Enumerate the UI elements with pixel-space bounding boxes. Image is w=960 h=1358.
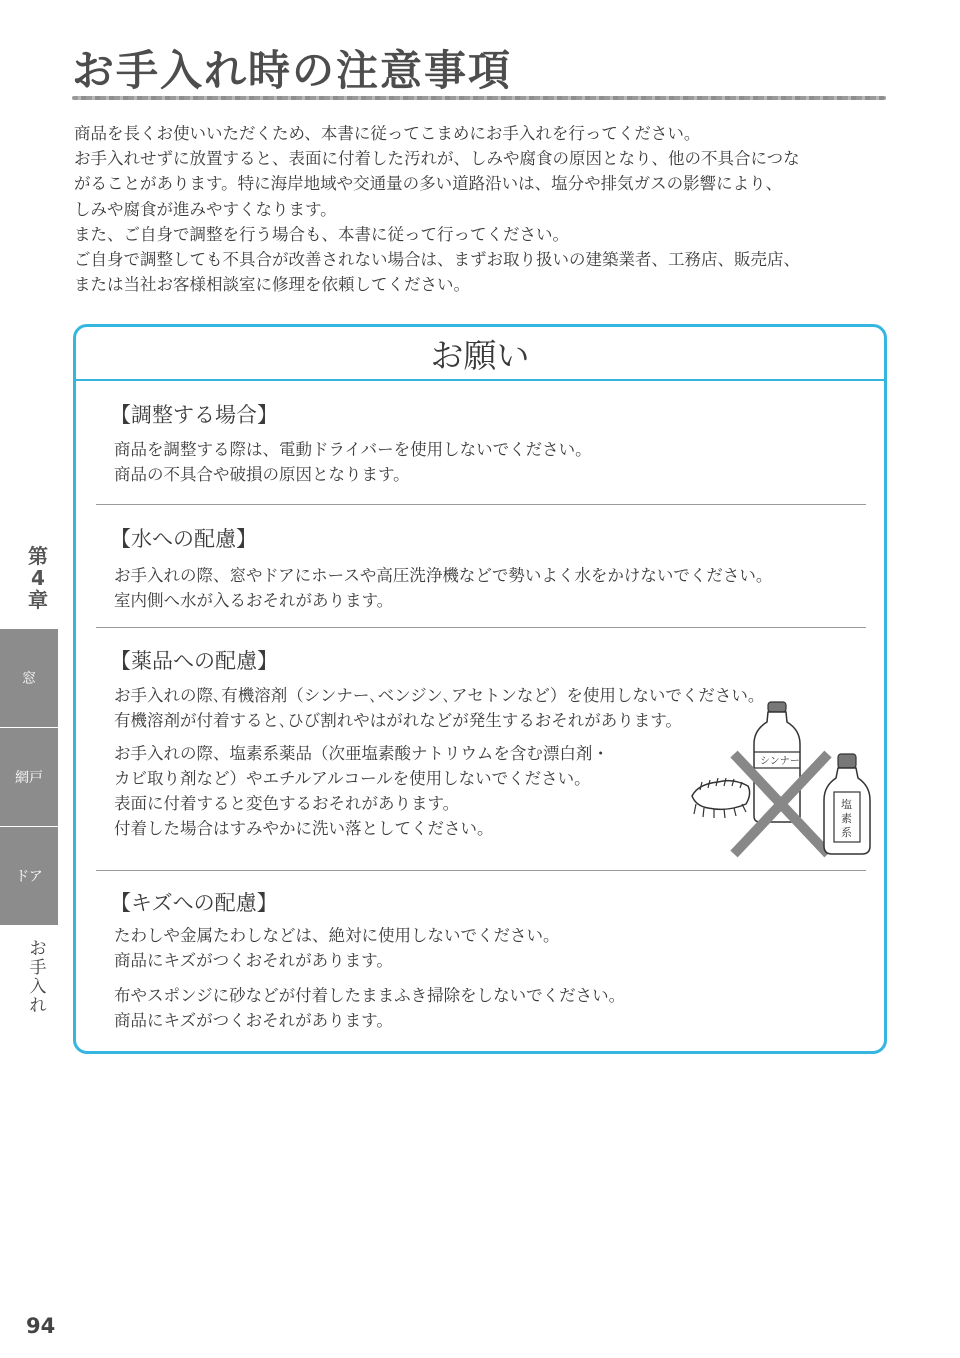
- title-underline: [72, 96, 886, 100]
- section-adjustment: [96, 399, 866, 487]
- section-divider: [96, 870, 866, 871]
- bottle-label-chlorine: 塩: [841, 798, 852, 811]
- intro-line: しみや腐食が進みやすくなります。: [74, 199, 337, 219]
- side-tab-window[interactable]: [0, 629, 58, 727]
- page-number: 94: [26, 1314, 56, 1338]
- intro-line: 商品を長くお使いいただくため、本書に従ってこまめにお手入れを行ってください。: [74, 124, 701, 143]
- chlorine-bottle-icon: [824, 754, 870, 854]
- section-line: 商品を調整する際は、電動ドライバーを使用しないでください。: [114, 440, 592, 459]
- side-active-char: 手: [29, 958, 47, 978]
- section-line: 有機溶剤が付着すると､ひび割れやはがれなどが発生するおそれがあります。: [114, 711, 682, 730]
- side-tab-label: 網戸: [15, 770, 43, 786]
- side-tab-screen[interactable]: [0, 728, 58, 826]
- section-body: [114, 923, 866, 973]
- section-scratches: [96, 887, 866, 1033]
- section-body: [114, 563, 866, 613]
- section-line: お手入れの際、塩素系薬品（次亜塩素酸ナトリウムを含む漂白剤・: [114, 744, 609, 763]
- intro-line: がることがあります。特に海岸地域や交通量の多い道路沿いは、塩分や排気ガスの影響により、: [74, 174, 783, 194]
- section-line: 室内側へ水が入るおそれがあります。: [114, 591, 394, 610]
- prohibited-chemicals-illustration: [688, 696, 874, 860]
- section-line: お手入れの際､有機溶剤（シンナー､ベンジン､アセトンなど）を使用しないでください。: [114, 686, 765, 705]
- side-tab-door[interactable]: [0, 827, 58, 925]
- section-line: たわしや金属たわしなどは、絶対に使用しないでください。: [114, 926, 560, 945]
- section-title: 【キズへの配慮】: [110, 891, 278, 915]
- bottle-label-chlorine: 素: [841, 812, 852, 825]
- chapter-indicator: [22, 545, 54, 611]
- chapter-char: 4: [31, 566, 45, 590]
- notice-header: [76, 327, 884, 381]
- section-title: 【調整する場合】: [110, 403, 278, 427]
- section-water: [96, 523, 866, 613]
- side-tab-label: 窓: [22, 671, 36, 687]
- section-divider: [96, 627, 866, 628]
- intro-line: お手入れせずに放置すると、表面に付着した汚れが、しみや腐食の原因となり、他の不具合につな: [74, 149, 800, 169]
- chapter-char: 章: [28, 588, 48, 612]
- section-title: 【水への配慮】: [110, 527, 257, 551]
- intro-line: また、ご自身で調整を行う場合も、本書に従って行ってください。: [74, 224, 569, 244]
- section-line: 商品にキズがつくおそれがあります。: [114, 1011, 393, 1030]
- chapter-char: 第: [28, 544, 48, 568]
- page-title: お手入れ時の注意事項: [72, 46, 513, 95]
- side-active-char: お: [29, 939, 47, 959]
- intro-line: または当社お客様相談室に修理を依頼してください。: [74, 275, 470, 295]
- side-active-char: 入: [29, 977, 47, 997]
- scrub-brush-icon: [692, 778, 750, 818]
- section-divider: [96, 504, 866, 505]
- section-body: [114, 437, 866, 487]
- section-title: 【薬品への配慮】: [110, 649, 278, 673]
- section-line: 商品にキズがつくおそれがあります。: [114, 951, 393, 970]
- intro-text: [74, 121, 894, 297]
- notice-box: [73, 324, 887, 1054]
- notice-heading: お願い: [430, 335, 530, 375]
- bottle-label-chlorine: 系: [841, 826, 852, 839]
- section-line: 付着した場合はすみやかに洗い落としてください。: [114, 819, 494, 838]
- side-tab-maintenance[interactable]: [22, 940, 54, 1016]
- section-line: カビ取り剤など）やエチルアルコールを使用しないでください。: [114, 769, 591, 788]
- section-line: お手入れの際、窓やドアにホースや高圧洗浄機などで勢いよく水をかけないでください。: [114, 566, 773, 585]
- bottle-label-thinner: シンナー: [760, 756, 800, 767]
- section-line: 布やスポンジに砂などが付着したままふき掃除をしないでください。: [114, 986, 626, 1005]
- side-tab-label: ドア: [15, 869, 43, 885]
- side-active-char: れ: [29, 996, 47, 1016]
- intro-line: ご自身で調整しても不具合が改善されない場合は、まずお取り扱いの建築業者、工務店、販売店、: [74, 250, 800, 270]
- section-line: 商品の不具合や破損の原因となります。: [114, 465, 410, 484]
- section-body: [114, 983, 866, 1033]
- section-line: 表面に付着すると変色するおそれがあります。: [114, 794, 460, 813]
